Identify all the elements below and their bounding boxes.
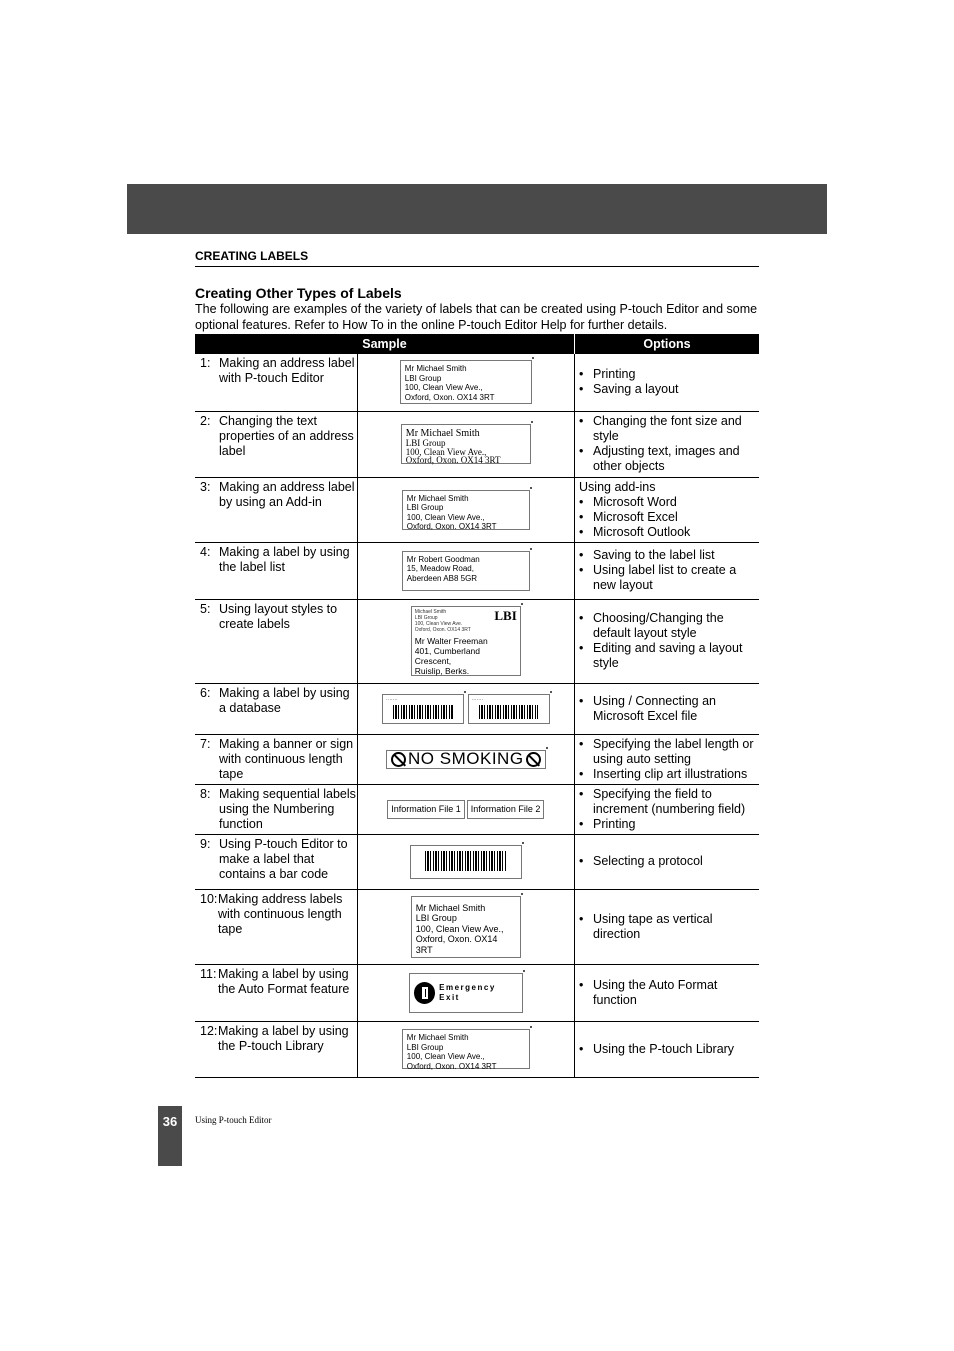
options-list: [579, 414, 759, 474]
label-line: 100, Clean View Ave.,: [406, 512, 485, 522]
label-line: Mr Walter Freeman: [414, 636, 488, 646]
label-line: 100, Clean View Ave.,: [404, 383, 483, 393]
label-line: 100, Clean View Ave.,: [415, 923, 504, 934]
sample-address-label: [402, 490, 530, 530]
label-line: Oxford, Oxon. OX14 3RT: [405, 455, 501, 465]
option-item: • Using / Connecting an Microsoft Excel file: [579, 694, 759, 724]
row-number: 3:: [200, 479, 211, 494]
sample-address-label: [401, 424, 531, 464]
row-number: 6:: [200, 685, 211, 700]
task-description: Making address labels with continuous length tape: [218, 891, 343, 936]
option-item: • Microsoft Excel: [579, 510, 759, 525]
options-list: [579, 787, 759, 832]
barcode-graphic: [425, 851, 507, 871]
label-line: Oxford, Oxon. OX14 3RT: [414, 627, 471, 633]
row-number: 5:: [200, 601, 211, 616]
row-number: 4:: [200, 544, 211, 559]
footer-text: Using P-touch Editor: [195, 1115, 272, 1125]
sample-address-label: [402, 551, 530, 591]
label-line: Ruislip, Berks.: [414, 666, 470, 676]
label-line: Oxford, Oxon. OX14 3RT: [415, 934, 498, 955]
label-text: Emergency Exit: [439, 983, 496, 1002]
table-row: [195, 1021, 759, 1077]
sample-autoformat-label: [409, 973, 523, 1013]
label-line: ·······: [386, 696, 398, 703]
page-heading: Creating Other Types of Labels: [195, 285, 402, 301]
sample-barcode-label: [410, 845, 522, 879]
barcode-graphic: [479, 705, 538, 719]
label-line: ·······: [471, 696, 484, 703]
option-item: • Using tape as vertical direction: [579, 912, 759, 942]
row-number: 10:: [200, 891, 218, 906]
label-line: Oxford, Oxon. OX14 3RT: [406, 522, 497, 531]
section-rule: [195, 266, 759, 267]
option-item: • Saving to the label list: [579, 548, 759, 563]
page-number: 36: [158, 1106, 182, 1166]
options-list: [579, 495, 759, 540]
row-number: 7:: [200, 736, 211, 751]
option-item: • Changing the font size and style: [579, 414, 759, 444]
options-lead: Using add-ins: [579, 479, 656, 494]
table-row: [195, 964, 759, 1021]
task-description: Making a label by using the Auto Format feature: [218, 966, 350, 996]
label-line: Mr Michael Smith: [405, 428, 480, 439]
table-row: [195, 889, 759, 964]
sample-address-label: [411, 896, 521, 958]
task-description: Making a banner or sign with continuous length tape: [219, 736, 354, 781]
task-description: Using layout styles to create labels: [219, 601, 338, 631]
options-list: [579, 1042, 759, 1057]
option-item: • Editing and saving a layout style: [579, 641, 759, 671]
row-number: 8:: [200, 786, 211, 801]
option-item: • Microsoft Word: [579, 495, 759, 510]
options-list: [579, 854, 759, 869]
option-item: • Adjusting text, images and other objects: [579, 444, 759, 474]
label-line: LBI Group: [405, 438, 446, 448]
label-line: Michael Smith: [414, 609, 447, 615]
options-list: [579, 548, 759, 593]
options-list: [579, 611, 759, 671]
row-number: 12:: [200, 1023, 218, 1038]
logo-text: LBI: [494, 608, 517, 623]
option-item: • Printing: [579, 367, 759, 382]
option-item: • Printing: [579, 817, 759, 832]
option-item: • Saving a layout: [579, 382, 759, 397]
table-header-row: [195, 334, 759, 354]
label-line: 100, Clean View Ave.,: [405, 446, 487, 457]
label-line: Oxford, Oxon. OX14 3RT: [404, 392, 495, 402]
option-item: • Microsoft Outlook: [579, 525, 759, 540]
label-line: Mr Robert Goodman: [406, 554, 480, 564]
table-row: [195, 784, 759, 834]
option-item: • Specifying the label length or using auto setting: [579, 737, 759, 767]
table-row: [195, 683, 759, 734]
label-line: Mr Michael Smith: [406, 1033, 469, 1042]
option-item: • Inserting clip art illustrations: [579, 767, 759, 782]
header-sample: Sample: [195, 334, 575, 354]
label-line: 15, Meadow Road,: [406, 564, 474, 573]
intro-paragraph: The following are examples of the variety of labels that can be created using P-touch Editor and some optional features. Refer to How To in the online P-touch Editor Help for further details.: [195, 302, 758, 332]
label-line: Oxford, Oxon. OX14 3RT: [406, 1061, 497, 1071]
task-description: Making a label by using the P-touch Library: [218, 1023, 349, 1053]
sample-address-label: [402, 1029, 530, 1069]
label-line: 401, Cumberland Crescent,: [414, 646, 481, 666]
task-description: Making a label by using a database: [219, 685, 350, 715]
header-band: [127, 184, 827, 234]
label-line: Mr Michael Smith: [404, 364, 467, 374]
no-smoking-icon: [391, 752, 406, 767]
label-line: LBI Group: [415, 913, 457, 923]
option-item: • Choosing/Changing the default layout style: [579, 611, 759, 641]
header-options: Options: [575, 334, 759, 354]
label-line: Aberdeen AB8 5GR: [406, 573, 478, 583]
label-examples-table: [195, 334, 759, 1078]
options-list: [579, 978, 759, 1008]
label-line: 100, Clean View Ave.: [414, 621, 463, 627]
numbered-label: Information File 2: [467, 800, 545, 819]
option-item: • Selecting a protocol: [579, 854, 759, 869]
option-item: • Using the P-touch Library: [579, 1042, 759, 1057]
row-number: 11:: [200, 966, 217, 981]
label-line: LBI Group: [414, 615, 438, 621]
label-line: 100, Clean View Ave.,: [406, 1052, 485, 1061]
label-line: LBI Group: [404, 373, 442, 383]
exit-icon: [414, 982, 435, 1004]
task-description: Changing the text properties of an address label: [219, 413, 354, 458]
sample-database-label: [382, 694, 464, 724]
task-description: Making an address label with P-touch Editor: [219, 356, 355, 385]
table-row: [195, 734, 759, 784]
row-number: 9:: [200, 836, 211, 851]
banner-text: NO SMOKING: [408, 749, 524, 769]
options-list: [579, 367, 759, 397]
row-number: 2:: [200, 413, 211, 428]
row-number: 1:: [200, 356, 211, 370]
sample-layout-label: [411, 606, 521, 676]
task-description: Making a label by using the label list: [219, 544, 350, 574]
label-line: LBI Group: [406, 1042, 444, 1052]
table-row: [195, 354, 759, 411]
sample-banner-label: [386, 750, 546, 769]
table-row: [195, 477, 759, 542]
label-line: LBI Group: [406, 503, 444, 512]
numbered-label: Information File 1: [387, 800, 465, 819]
option-item: • Using label list to create a new layout: [579, 563, 759, 593]
label-line: Mr Michael Smith: [415, 902, 486, 913]
section-label: CREATING LABELS: [195, 249, 309, 263]
option-item: • Specifying the field to increment (numbering field): [579, 787, 759, 817]
task-description: Using P-touch Editor to make a label that contains a bar code: [219, 836, 348, 881]
task-description: Making an address label by using an Add-in: [219, 479, 355, 509]
sample-address-label: [400, 360, 532, 404]
no-smoking-icon: [526, 752, 541, 767]
table-row: [195, 411, 759, 477]
options-list: [579, 737, 759, 782]
option-item: • Using the Auto Format function: [579, 978, 759, 1008]
barcode-graphic: [393, 705, 452, 719]
options-list: [579, 912, 759, 942]
table-row: [195, 834, 759, 889]
options-list: [579, 694, 759, 724]
label-line: Mr Michael Smith: [406, 493, 469, 503]
table-row: [195, 542, 759, 599]
sample-database-label: [468, 694, 550, 724]
task-description: Making sequential labels using the Numbering function: [219, 786, 356, 831]
table-row: [195, 599, 759, 683]
